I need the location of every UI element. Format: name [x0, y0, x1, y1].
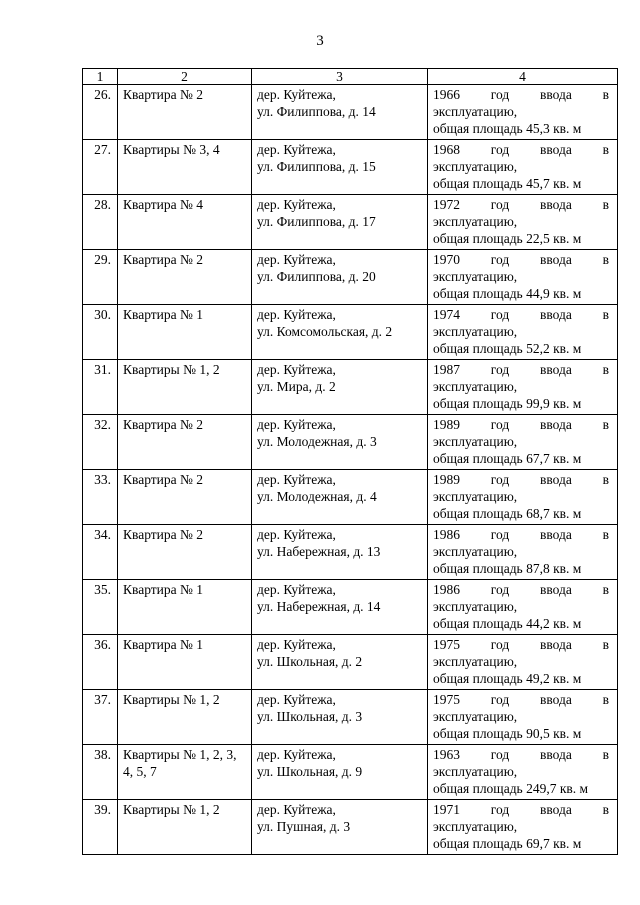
word-v: в — [602, 417, 609, 432]
object-name: Квартиры № 3, 4 — [123, 142, 220, 157]
commissioning-year: 1971 — [433, 802, 460, 817]
object-name: Квартиры № 1, 2 — [123, 362, 220, 377]
commissioning-word: эксплуатацию, — [433, 544, 518, 559]
word-v: в — [602, 582, 609, 597]
commissioning-line — [433, 306, 609, 323]
table-row — [83, 250, 618, 305]
total-area: общая площадь 22,5 кв. м — [433, 231, 582, 246]
commissioning-line — [433, 746, 609, 763]
address-cell — [252, 305, 428, 360]
address-locality: дер. Куйтежа, — [257, 747, 336, 762]
commissioning-year: 1966 — [433, 87, 460, 102]
object-name: Квартира № 2 — [123, 472, 204, 487]
word-vvoda: ввода — [539, 307, 572, 322]
details-cell — [428, 85, 618, 140]
row-number: 27. — [83, 140, 118, 195]
commissioning-year: 1989 — [433, 417, 460, 432]
address-locality: дер. Куйтежа, — [257, 87, 336, 102]
address-street: ул. Школьная, д. 3 — [257, 709, 363, 724]
address-locality: дер. Куйтежа, — [257, 197, 336, 212]
table-row — [83, 305, 618, 360]
row-number: 29. — [83, 250, 118, 305]
address-cell — [252, 360, 428, 415]
word-god: год — [490, 637, 510, 652]
commissioning-year: 1987 — [433, 362, 460, 377]
address-cell — [252, 250, 428, 305]
object-cell — [118, 800, 252, 855]
object-cell — [118, 415, 252, 470]
word-v: в — [602, 527, 609, 542]
address-locality: дер. Куйтежа, — [257, 472, 336, 487]
table-row — [83, 415, 618, 470]
object-name: Квартиры № 1, 2, 3, 4, 5, 7 — [123, 747, 237, 779]
word-god: год — [490, 142, 510, 157]
word-v: в — [602, 197, 609, 212]
row-number: 30. — [83, 305, 118, 360]
total-area: общая площадь 52,2 кв. м — [433, 341, 582, 356]
word-god: год — [490, 692, 510, 707]
commissioning-word: эксплуатацию, — [433, 764, 518, 779]
details-cell — [428, 195, 618, 250]
word-vvoda: ввода — [539, 747, 572, 762]
object-cell — [118, 745, 252, 800]
address-street: ул. Молодежная, д. 4 — [257, 489, 377, 504]
word-god: год — [490, 197, 510, 212]
commissioning-word: эксплуатацию, — [433, 159, 518, 174]
table-row — [83, 360, 618, 415]
row-number: 37. — [83, 690, 118, 745]
address-cell — [252, 690, 428, 745]
address-locality: дер. Куйтежа, — [257, 637, 336, 652]
commissioning-year: 1986 — [433, 527, 460, 542]
row-number: 38. — [83, 745, 118, 800]
address-cell — [252, 580, 428, 635]
object-cell — [118, 690, 252, 745]
address-cell — [252, 85, 428, 140]
address-cell — [252, 470, 428, 525]
word-god: год — [490, 417, 510, 432]
address-locality: дер. Куйтежа, — [257, 692, 336, 707]
commissioning-year: 1986 — [433, 582, 460, 597]
object-cell — [118, 85, 252, 140]
address-street: ул. Пушная, д. 3 — [257, 819, 351, 834]
commissioning-line — [433, 86, 609, 103]
row-number: 34. — [83, 525, 118, 580]
commissioning-year: 1963 — [433, 747, 460, 762]
object-cell — [118, 470, 252, 525]
commissioning-word: эксплуатацию, — [433, 819, 518, 834]
details-cell — [428, 525, 618, 580]
object-name: Квартира № 1 — [123, 307, 204, 322]
row-number: 33. — [83, 470, 118, 525]
object-cell — [118, 305, 252, 360]
commissioning-year: 1975 — [433, 637, 460, 652]
total-area: общая площадь 45,3 кв. м — [433, 121, 582, 136]
address-locality: дер. Куйтежа, — [257, 527, 336, 542]
total-area: общая площадь 45,7 кв. м — [433, 176, 582, 191]
word-v: в — [602, 802, 609, 817]
word-vvoda: ввода — [539, 802, 572, 817]
commissioning-word: эксплуатацию, — [433, 489, 518, 504]
commissioning-year: 1974 — [433, 307, 460, 322]
table-row — [83, 140, 618, 195]
commissioning-word: эксплуатацию, — [433, 104, 518, 119]
commissioning-word: эксплуатацию, — [433, 709, 518, 724]
total-area: общая площадь 67,7 кв. м — [433, 451, 582, 466]
total-area: общая площадь 49,2 кв. м — [433, 671, 582, 686]
object-name: Квартиры № 1, 2 — [123, 692, 220, 707]
table-row — [83, 195, 618, 250]
commissioning-line — [433, 471, 609, 488]
page-number: 3 — [316, 33, 324, 49]
address-cell — [252, 745, 428, 800]
commissioning-year: 1968 — [433, 142, 460, 157]
address-locality: дер. Куйтежа, — [257, 582, 336, 597]
commissioning-line — [433, 416, 609, 433]
details-cell — [428, 745, 618, 800]
row-number: 28. — [83, 195, 118, 250]
word-vvoda: ввода — [539, 582, 572, 597]
column-header-4: 4 — [428, 69, 618, 85]
address-street: ул. Филиппова, д. 20 — [257, 269, 376, 284]
word-v: в — [602, 692, 609, 707]
address-street: ул. Набережная, д. 14 — [257, 599, 381, 614]
total-area: общая площадь 44,2 кв. м — [433, 616, 582, 631]
commissioning-word: эксплуатацию, — [433, 379, 518, 394]
address-locality: дер. Куйтежа, — [257, 252, 336, 267]
details-cell — [428, 470, 618, 525]
word-v: в — [602, 362, 609, 377]
word-vvoda: ввода — [539, 362, 572, 377]
table-row — [83, 470, 618, 525]
word-vvoda: ввода — [539, 87, 572, 102]
word-v: в — [602, 142, 609, 157]
object-name: Квартиры № 1, 2 — [123, 802, 220, 817]
table-row — [83, 525, 618, 580]
word-v: в — [602, 637, 609, 652]
row-number: 39. — [83, 800, 118, 855]
word-vvoda: ввода — [539, 527, 572, 542]
word-vvoda: ввода — [539, 692, 572, 707]
table-row — [83, 690, 618, 745]
address-locality: дер. Куйтежа, — [257, 362, 336, 377]
object-name: Квартира № 1 — [123, 637, 204, 652]
row-number: 32. — [83, 415, 118, 470]
word-vvoda: ввода — [539, 472, 572, 487]
commissioning-line — [433, 251, 609, 268]
object-name: Квартира № 2 — [123, 527, 204, 542]
object-name: Квартира № 1 — [123, 582, 204, 597]
word-vvoda: ввода — [539, 637, 572, 652]
object-cell — [118, 525, 252, 580]
word-v: в — [602, 747, 609, 762]
address-cell — [252, 635, 428, 690]
property-table — [82, 68, 618, 855]
total-area: общая площадь 44,9 кв. м — [433, 286, 582, 301]
commissioning-line — [433, 801, 609, 818]
row-number: 26. — [83, 85, 118, 140]
row-number: 31. — [83, 360, 118, 415]
details-cell — [428, 140, 618, 195]
address-street: ул. Филиппова, д. 14 — [257, 104, 376, 119]
address-street: ул. Школьная, д. 2 — [257, 654, 363, 669]
details-cell — [428, 305, 618, 360]
table-row — [83, 635, 618, 690]
address-street: ул. Комсомольская, д. 2 — [257, 324, 393, 339]
total-area: общая площадь 249,7 кв. м — [433, 781, 589, 796]
commissioning-line — [433, 196, 609, 213]
table-row — [83, 745, 618, 800]
object-name: Квартира № 2 — [123, 252, 204, 267]
commissioning-year: 1975 — [433, 692, 460, 707]
commissioning-word: эксплуатацию, — [433, 599, 518, 614]
total-area: общая площадь 69,7 кв. м — [433, 836, 582, 851]
address-cell — [252, 525, 428, 580]
commissioning-line — [433, 141, 609, 158]
word-god: год — [490, 527, 510, 542]
word-god: год — [490, 582, 510, 597]
object-cell — [118, 250, 252, 305]
table-row — [83, 800, 618, 855]
object-cell — [118, 580, 252, 635]
address-street: ул. Филиппова, д. 17 — [257, 214, 376, 229]
address-cell — [252, 800, 428, 855]
object-cell — [118, 140, 252, 195]
address-street: ул. Набережная, д. 13 — [257, 544, 381, 559]
word-god: год — [490, 802, 510, 817]
commissioning-word: эксплуатацию, — [433, 324, 518, 339]
word-god: год — [490, 747, 510, 762]
commissioning-line — [433, 691, 609, 708]
total-area: общая площадь 68,7 кв. м — [433, 506, 582, 521]
word-god: год — [490, 252, 510, 267]
table-row — [83, 85, 618, 140]
commissioning-word: эксплуатацию, — [433, 434, 518, 449]
row-number: 36. — [83, 635, 118, 690]
details-cell — [428, 690, 618, 745]
row-number: 35. — [83, 580, 118, 635]
object-name: Квартира № 4 — [123, 197, 204, 212]
object-cell — [118, 195, 252, 250]
details-cell — [428, 580, 618, 635]
address-street: ул. Молодежная, д. 3 — [257, 434, 377, 449]
address-cell — [252, 195, 428, 250]
total-area: общая площадь 87,8 кв. м — [433, 561, 582, 576]
total-area: общая площадь 90,5 кв. м — [433, 726, 582, 741]
commissioning-line — [433, 581, 609, 598]
address-street: ул. Филиппова, д. 15 — [257, 159, 376, 174]
details-cell — [428, 250, 618, 305]
word-v: в — [602, 87, 609, 102]
address-street: ул. Школьная, д. 9 — [257, 764, 363, 779]
object-cell — [118, 635, 252, 690]
commissioning-year: 1972 — [433, 197, 460, 212]
commissioning-word: эксплуатацию, — [433, 654, 518, 669]
word-vvoda: ввода — [539, 417, 572, 432]
column-header-2: 2 — [118, 69, 252, 85]
address-cell — [252, 140, 428, 195]
address-cell — [252, 415, 428, 470]
word-god: год — [490, 87, 510, 102]
address-locality: дер. Куйтежа, — [257, 307, 336, 322]
word-god: год — [490, 362, 510, 377]
word-vvoda: ввода — [539, 197, 572, 212]
commissioning-year: 1970 — [433, 252, 460, 267]
address-locality: дер. Куйтежа, — [257, 142, 336, 157]
commissioning-line — [433, 361, 609, 378]
table-header-row — [83, 69, 618, 85]
address-locality: дер. Куйтежа, — [257, 417, 336, 432]
commissioning-word: эксплуатацию, — [433, 214, 518, 229]
word-god: год — [490, 472, 510, 487]
object-name: Квартира № 2 — [123, 87, 204, 102]
address-street: ул. Мира, д. 2 — [257, 379, 336, 394]
object-name: Квартира № 2 — [123, 417, 204, 432]
address-locality: дер. Куйтежа, — [257, 802, 336, 817]
word-vvoda: ввода — [539, 252, 572, 267]
details-cell — [428, 415, 618, 470]
column-header-1: 1 — [83, 69, 118, 85]
object-cell — [118, 360, 252, 415]
word-v: в — [602, 252, 609, 267]
details-cell — [428, 635, 618, 690]
total-area: общая площадь 99,9 кв. м — [433, 396, 582, 411]
word-v: в — [602, 307, 609, 322]
word-v: в — [602, 472, 609, 487]
commissioning-line — [433, 636, 609, 653]
word-vvoda: ввода — [539, 142, 572, 157]
table-row — [83, 580, 618, 635]
details-cell — [428, 800, 618, 855]
commissioning-word: эксплуатацию, — [433, 269, 518, 284]
column-header-3: 3 — [252, 69, 428, 85]
commissioning-line — [433, 526, 609, 543]
commissioning-year: 1989 — [433, 472, 460, 487]
details-cell — [428, 360, 618, 415]
word-god: год — [490, 307, 510, 322]
